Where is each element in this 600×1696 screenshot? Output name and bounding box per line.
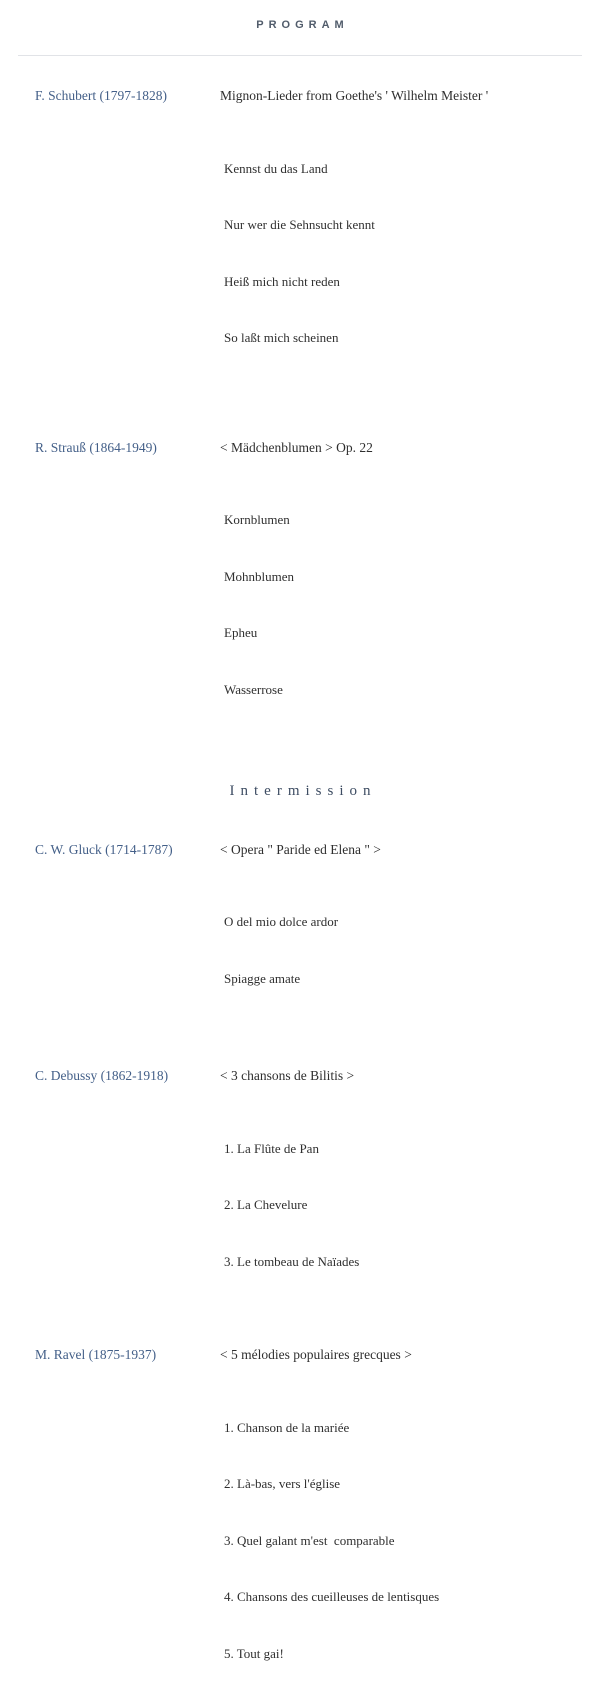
- header-divider: [18, 55, 582, 56]
- song-item: Mohnblumen: [224, 568, 295, 584]
- composer-name: F. Schubert (1797-1828): [35, 88, 168, 104]
- song-item: 4. Chansons des cueilleuses de lentisques: [224, 1589, 440, 1605]
- song-item: 5. Tout gai!: [224, 1645, 284, 1661]
- work-title: < Mädchenblumen > Op. 22: [220, 439, 373, 455]
- song-item: Heiß mich nicht reden: [224, 273, 340, 289]
- song-item: 3. Le tombeau de Naïades: [224, 1253, 360, 1269]
- song-item: So laßt mich scheinen: [224, 330, 339, 346]
- piece-header: [35, 86, 580, 106]
- composer-name: M. Ravel (1875-1937): [35, 1347, 157, 1363]
- section-piece-5: [35, 1345, 580, 1696]
- piece-header: [35, 1345, 580, 1365]
- song-list: [224, 1102, 580, 1309]
- song-item: O del mio dolce ardor: [224, 914, 339, 930]
- song-item: Kennst du das Land: [224, 160, 328, 176]
- song-item: Kornblumen: [224, 512, 290, 528]
- song-item: 2. La Chevelure: [224, 1197, 308, 1213]
- section-piece-1: [35, 86, 580, 385]
- song-list: [224, 122, 580, 386]
- song-item: 1. La Flûte de Pan: [224, 1140, 319, 1156]
- song-item: 1. Chanson de la mariée: [224, 1419, 350, 1435]
- composer-name: R. Strauß (1864-1949): [35, 439, 157, 455]
- work-title: < Opera " Paride ed Elena " >: [220, 842, 381, 858]
- composer-name: C. Debussy (1862-1918): [35, 1068, 169, 1084]
- piece-header: [35, 438, 580, 458]
- song-list: [224, 473, 580, 737]
- song-item: 3. Quel galant m'est comparable: [224, 1532, 395, 1548]
- piece-header: [35, 1066, 580, 1086]
- piece-header: [35, 840, 580, 860]
- song-item: 2. Là-bas, vers l'église: [224, 1476, 341, 1492]
- song-list: [224, 1381, 580, 1696]
- work-title: < 3 chansons de Bilitis >: [220, 1068, 355, 1084]
- song-item: Wasserrose: [224, 681, 283, 697]
- section-piece-2: [35, 438, 580, 737]
- page-title: PROGRAM: [256, 19, 349, 31]
- section-piece-4: [35, 1066, 580, 1309]
- song-item: Epheu: [224, 625, 258, 641]
- work-title: < 5 mélodies populaires grecques >: [220, 1347, 412, 1363]
- composer-name: C. W. Gluck (1714-1787): [35, 842, 173, 858]
- song-list: [224, 876, 580, 1027]
- song-item: Nur wer die Sehnsucht kennt: [224, 217, 375, 233]
- section-piece-3: [35, 840, 580, 1026]
- song-item: Spiagge amate: [224, 970, 301, 986]
- work-title: Mignon-Lieder from Goethe's ' Wilhelm Meister ': [220, 88, 489, 104]
- intermission-heading: Intermission: [229, 783, 377, 800]
